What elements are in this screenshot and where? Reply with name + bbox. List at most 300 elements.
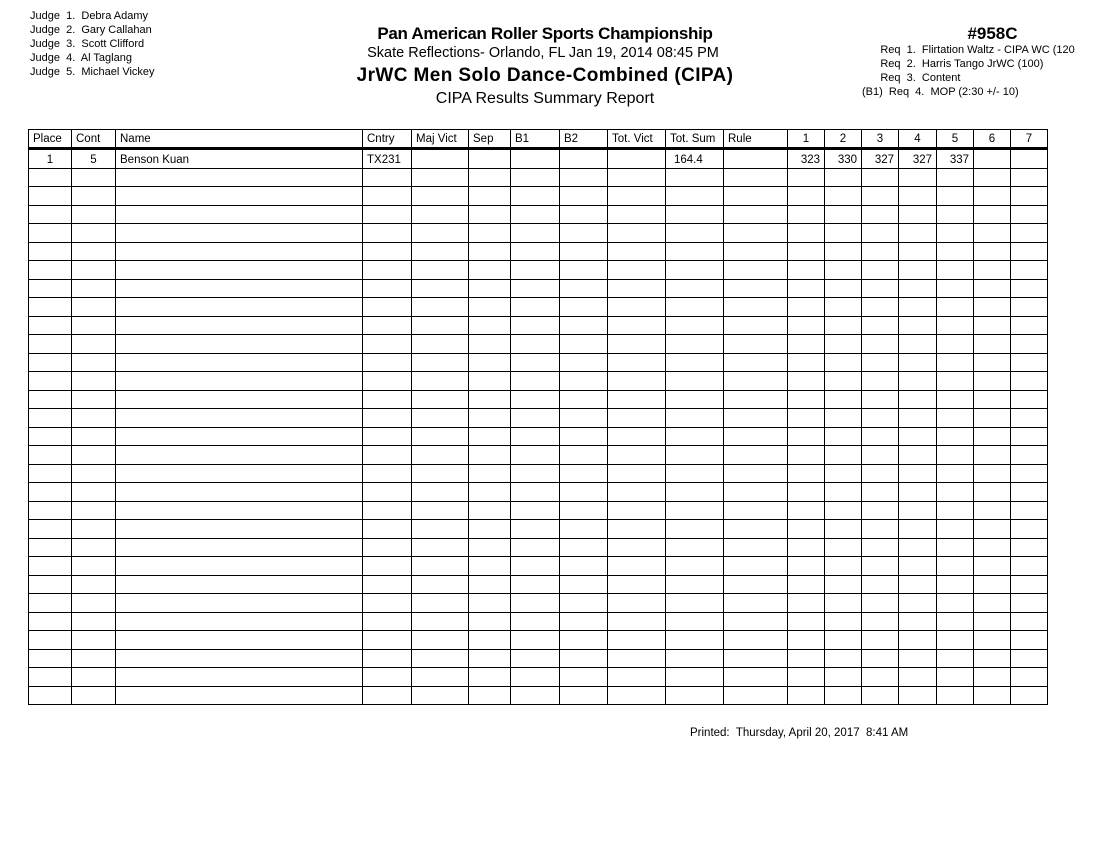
- empty-cell: [412, 187, 469, 206]
- col-maj-vict: Maj Vict: [412, 130, 469, 149]
- cell-maj-vict: [412, 149, 469, 169]
- empty-cell: [937, 538, 974, 557]
- empty-cell: [469, 575, 511, 594]
- empty-cell: [412, 242, 469, 261]
- empty-cell: [72, 242, 116, 261]
- empty-cell: [788, 446, 825, 465]
- empty-cell: [862, 335, 899, 354]
- empty-cell: [825, 187, 862, 206]
- empty-cell: [1011, 261, 1048, 280]
- empty-cell: [899, 316, 937, 335]
- empty-cell: [788, 298, 825, 317]
- empty-cell: [724, 168, 788, 187]
- empty-cell: [116, 187, 363, 206]
- empty-cell: [412, 649, 469, 668]
- empty-cell: [469, 168, 511, 187]
- empty-cell: [116, 335, 363, 354]
- empty-cell: [511, 686, 560, 705]
- empty-cell: [937, 446, 974, 465]
- empty-cell: [862, 298, 899, 317]
- empty-cell: [666, 612, 724, 631]
- table-row-empty: [29, 242, 1048, 261]
- empty-cell: [469, 279, 511, 298]
- venue-date: Skate Reflections- Orlando, FL Jan 19, 2014 08:45 PM: [367, 45, 719, 61]
- empty-cell: [560, 686, 608, 705]
- empty-cell: [974, 631, 1011, 650]
- empty-cell: [116, 631, 363, 650]
- empty-cell: [937, 594, 974, 613]
- empty-cell: [788, 483, 825, 502]
- cell-cntry: TX231: [363, 149, 412, 169]
- report-title: CIPA Results Summary Report: [435, 90, 655, 107]
- empty-cell: [974, 483, 1011, 502]
- empty-cell: [666, 520, 724, 539]
- empty-cell: [72, 501, 116, 520]
- empty-cell: [974, 187, 1011, 206]
- empty-cell: [666, 501, 724, 520]
- empty-cell: [560, 372, 608, 391]
- empty-cell: [469, 353, 511, 372]
- empty-cell: [724, 575, 788, 594]
- empty-cell: [937, 335, 974, 354]
- empty-cell: [899, 446, 937, 465]
- empty-cell: [72, 298, 116, 317]
- empty-cell: [29, 612, 72, 631]
- empty-cell: [937, 224, 974, 243]
- empty-cell: [72, 261, 116, 280]
- empty-cell: [1011, 168, 1048, 187]
- event-title: JrWC Men Solo Dance-Combined (CIPA): [356, 65, 734, 86]
- empty-cell: [937, 649, 974, 668]
- empty-cell: [937, 631, 974, 650]
- table-row-empty: [29, 224, 1048, 243]
- cell-judge-5: 337: [937, 149, 974, 169]
- empty-cell: [560, 168, 608, 187]
- cell-judge-2: 330: [825, 149, 862, 169]
- empty-cell: [608, 464, 666, 483]
- empty-cell: [560, 464, 608, 483]
- empty-cell: [363, 612, 412, 631]
- empty-cell: [116, 686, 363, 705]
- empty-cell: [72, 631, 116, 650]
- empty-cell: [937, 686, 974, 705]
- empty-cell: [788, 279, 825, 298]
- empty-cell: [937, 242, 974, 261]
- empty-cell: [511, 168, 560, 187]
- empty-cell: [974, 538, 1011, 557]
- empty-cell: [469, 686, 511, 705]
- empty-cell: [937, 427, 974, 446]
- empty-cell: [116, 168, 363, 187]
- empty-cell: [608, 298, 666, 317]
- empty-cell: [825, 668, 862, 687]
- empty-cell: [724, 501, 788, 520]
- empty-cell: [974, 668, 1011, 687]
- empty-cell: [72, 372, 116, 391]
- empty-cell: [412, 353, 469, 372]
- empty-cell: [72, 446, 116, 465]
- empty-cell: [608, 594, 666, 613]
- table-row-empty: [29, 187, 1048, 206]
- empty-cell: [899, 649, 937, 668]
- table-row-empty: [29, 168, 1048, 187]
- judge-1: Judge 1. Debra Adamy: [30, 10, 149, 22]
- empty-cell: [788, 224, 825, 243]
- empty-cell: [363, 520, 412, 539]
- empty-cell: [469, 224, 511, 243]
- empty-cell: [899, 686, 937, 705]
- empty-cell: [937, 372, 974, 391]
- empty-cell: [899, 464, 937, 483]
- empty-cell: [72, 187, 116, 206]
- empty-cell: [116, 594, 363, 613]
- empty-cell: [116, 224, 363, 243]
- empty-cell: [724, 390, 788, 409]
- empty-cell: [560, 261, 608, 280]
- empty-cell: [363, 649, 412, 668]
- empty-cell: [511, 464, 560, 483]
- empty-cell: [608, 501, 666, 520]
- empty-cell: [666, 187, 724, 206]
- empty-cell: [469, 464, 511, 483]
- empty-cell: [469, 390, 511, 409]
- empty-cell: [724, 205, 788, 224]
- empty-cell: [899, 168, 937, 187]
- empty-cell: [788, 187, 825, 206]
- empty-cell: [116, 261, 363, 280]
- col-judge-1: 1: [788, 130, 825, 149]
- table-row: [29, 149, 1048, 169]
- table-row-empty: [29, 557, 1048, 576]
- empty-cell: [899, 594, 937, 613]
- empty-cell: [1011, 205, 1048, 224]
- empty-cell: [1011, 298, 1048, 317]
- empty-cell: [974, 501, 1011, 520]
- empty-cell: [899, 205, 937, 224]
- empty-cell: [724, 242, 788, 261]
- empty-cell: [1011, 686, 1048, 705]
- empty-cell: [974, 242, 1011, 261]
- empty-cell: [29, 298, 72, 317]
- empty-cell: [788, 557, 825, 576]
- empty-cell: [862, 372, 899, 391]
- empty-cell: [862, 187, 899, 206]
- empty-cell: [511, 612, 560, 631]
- empty-cell: [469, 335, 511, 354]
- empty-cell: [724, 686, 788, 705]
- table-row-empty: [29, 372, 1048, 391]
- empty-cell: [560, 353, 608, 372]
- empty-cell: [469, 501, 511, 520]
- table-row-empty: [29, 446, 1048, 465]
- event-number: #958C: [967, 24, 1018, 43]
- empty-cell: [899, 390, 937, 409]
- empty-cell: [72, 686, 116, 705]
- judge-4: Judge 4. Al Taglang: [30, 52, 132, 64]
- empty-cell: [469, 446, 511, 465]
- empty-cell: [116, 483, 363, 502]
- empty-cell: [899, 242, 937, 261]
- col-judge-6: 6: [974, 130, 1011, 149]
- empty-cell: [412, 557, 469, 576]
- empty-cell: [608, 538, 666, 557]
- cell-judge-3: 327: [862, 149, 899, 169]
- empty-cell: [937, 353, 974, 372]
- empty-cell: [862, 242, 899, 261]
- empty-cell: [116, 316, 363, 335]
- empty-cell: [116, 242, 363, 261]
- empty-cell: [974, 686, 1011, 705]
- empty-cell: [899, 187, 937, 206]
- empty-cell: [788, 261, 825, 280]
- cell-name: Benson Kuan: [116, 149, 363, 169]
- empty-cell: [29, 538, 72, 557]
- requirement-3: Req 3. Content: [862, 72, 961, 84]
- empty-cell: [1011, 372, 1048, 391]
- empty-cell: [412, 612, 469, 631]
- empty-cell: [1011, 612, 1048, 631]
- empty-cell: [1011, 427, 1048, 446]
- empty-cell: [862, 594, 899, 613]
- empty-cell: [862, 612, 899, 631]
- empty-cell: [29, 631, 72, 650]
- empty-cell: [825, 390, 862, 409]
- empty-cell: [608, 335, 666, 354]
- empty-cell: [72, 205, 116, 224]
- requirement-4: (B1) Req 4. MOP (2:30 +/- 10): [862, 86, 1019, 98]
- empty-cell: [825, 372, 862, 391]
- cell-b1: [511, 149, 560, 169]
- empty-cell: [116, 409, 363, 428]
- empty-cell: [899, 668, 937, 687]
- empty-cell: [29, 261, 72, 280]
- empty-cell: [363, 242, 412, 261]
- empty-cell: [1011, 353, 1048, 372]
- empty-cell: [363, 279, 412, 298]
- empty-cell: [72, 649, 116, 668]
- empty-cell: [1011, 668, 1048, 687]
- empty-cell: [511, 316, 560, 335]
- empty-cell: [666, 242, 724, 261]
- empty-cell: [412, 224, 469, 243]
- empty-cell: [666, 279, 724, 298]
- empty-cell: [899, 261, 937, 280]
- empty-cell: [412, 261, 469, 280]
- empty-cell: [412, 668, 469, 687]
- empty-cell: [72, 557, 116, 576]
- empty-cell: [72, 335, 116, 354]
- empty-cell: [608, 686, 666, 705]
- empty-cell: [29, 686, 72, 705]
- table-row-empty: [29, 686, 1048, 705]
- empty-cell: [825, 538, 862, 557]
- empty-cell: [862, 446, 899, 465]
- col-rule: Rule: [724, 130, 788, 149]
- empty-cell: [363, 335, 412, 354]
- empty-cell: [974, 390, 1011, 409]
- empty-cell: [825, 649, 862, 668]
- empty-cell: [469, 205, 511, 224]
- empty-cell: [72, 224, 116, 243]
- empty-cell: [560, 538, 608, 557]
- empty-cell: [862, 261, 899, 280]
- empty-cell: [974, 575, 1011, 594]
- empty-cell: [974, 612, 1011, 631]
- col-cntry: Cntry: [363, 130, 412, 149]
- empty-cell: [862, 483, 899, 502]
- empty-cell: [412, 316, 469, 335]
- empty-cell: [560, 224, 608, 243]
- empty-cell: [937, 298, 974, 317]
- table-row-empty: [29, 520, 1048, 539]
- empty-cell: [29, 168, 72, 187]
- cell-judge-7: [1011, 149, 1048, 169]
- empty-cell: [608, 612, 666, 631]
- empty-cell: [29, 557, 72, 576]
- empty-cell: [608, 316, 666, 335]
- empty-cell: [974, 446, 1011, 465]
- empty-cell: [788, 205, 825, 224]
- empty-cell: [412, 594, 469, 613]
- empty-cell: [862, 501, 899, 520]
- empty-cell: [412, 298, 469, 317]
- empty-cell: [899, 279, 937, 298]
- empty-cell: [937, 205, 974, 224]
- cell-judge-1: 323: [788, 149, 825, 169]
- empty-cell: [899, 409, 937, 428]
- empty-cell: [72, 538, 116, 557]
- empty-cell: [666, 298, 724, 317]
- empty-cell: [862, 279, 899, 298]
- empty-cell: [974, 261, 1011, 280]
- empty-cell: [666, 464, 724, 483]
- empty-cell: [116, 390, 363, 409]
- empty-cell: [72, 575, 116, 594]
- empty-cell: [560, 501, 608, 520]
- empty-cell: [899, 538, 937, 557]
- table-row-empty: [29, 298, 1048, 317]
- empty-cell: [469, 668, 511, 687]
- cell-b2: [560, 149, 608, 169]
- table-header-row: [29, 130, 1048, 149]
- empty-cell: [788, 316, 825, 335]
- empty-cell: [788, 668, 825, 687]
- empty-cell: [29, 390, 72, 409]
- empty-cell: [788, 538, 825, 557]
- empty-cell: [29, 409, 72, 428]
- empty-cell: [469, 298, 511, 317]
- empty-cell: [29, 594, 72, 613]
- empty-cell: [72, 464, 116, 483]
- empty-cell: [974, 427, 1011, 446]
- empty-cell: [724, 335, 788, 354]
- empty-cell: [937, 464, 974, 483]
- empty-cell: [116, 575, 363, 594]
- empty-cell: [511, 372, 560, 391]
- empty-cell: [937, 612, 974, 631]
- empty-cell: [825, 353, 862, 372]
- empty-cell: [974, 279, 1011, 298]
- empty-cell: [608, 372, 666, 391]
- empty-cell: [825, 409, 862, 428]
- empty-cell: [899, 501, 937, 520]
- cell-rule: [724, 149, 788, 169]
- col-place: Place: [29, 130, 72, 149]
- empty-cell: [788, 520, 825, 539]
- empty-cell: [511, 261, 560, 280]
- empty-cell: [469, 557, 511, 576]
- empty-cell: [29, 668, 72, 687]
- empty-cell: [724, 187, 788, 206]
- empty-cell: [608, 649, 666, 668]
- empty-cell: [666, 372, 724, 391]
- table-row-empty: [29, 538, 1048, 557]
- empty-cell: [511, 298, 560, 317]
- empty-cell: [412, 390, 469, 409]
- empty-cell: [724, 261, 788, 280]
- empty-cell: [825, 557, 862, 576]
- empty-cell: [666, 538, 724, 557]
- empty-cell: [724, 538, 788, 557]
- empty-cell: [511, 409, 560, 428]
- empty-cell: [862, 427, 899, 446]
- empty-cell: [116, 649, 363, 668]
- empty-cell: [363, 390, 412, 409]
- empty-cell: [72, 520, 116, 539]
- empty-cell: [825, 464, 862, 483]
- empty-cell: [862, 168, 899, 187]
- empty-cell: [974, 520, 1011, 539]
- empty-cell: [560, 446, 608, 465]
- empty-cell: [608, 353, 666, 372]
- empty-cell: [560, 409, 608, 428]
- empty-cell: [511, 557, 560, 576]
- empty-cell: [666, 261, 724, 280]
- empty-cell: [116, 464, 363, 483]
- empty-cell: [608, 520, 666, 539]
- empty-cell: [412, 168, 469, 187]
- empty-cell: [412, 520, 469, 539]
- empty-cell: [937, 316, 974, 335]
- empty-cell: [560, 612, 608, 631]
- empty-cell: [116, 205, 363, 224]
- empty-cell: [1011, 224, 1048, 243]
- empty-cell: [666, 224, 724, 243]
- empty-cell: [724, 372, 788, 391]
- empty-cell: [29, 649, 72, 668]
- empty-cell: [116, 520, 363, 539]
- empty-cell: [608, 409, 666, 428]
- empty-cell: [608, 168, 666, 187]
- empty-cell: [825, 335, 862, 354]
- table-row-empty: [29, 261, 1048, 280]
- empty-cell: [974, 594, 1011, 613]
- empty-cell: [608, 224, 666, 243]
- empty-cell: [29, 446, 72, 465]
- cell-place: 1: [29, 149, 72, 169]
- col-judge-3: 3: [862, 130, 899, 149]
- empty-cell: [788, 390, 825, 409]
- empty-cell: [511, 668, 560, 687]
- empty-cell: [724, 427, 788, 446]
- empty-cell: [469, 538, 511, 557]
- empty-cell: [72, 168, 116, 187]
- empty-cell: [412, 631, 469, 650]
- cell-cont: 5: [72, 149, 116, 169]
- empty-cell: [363, 168, 412, 187]
- championship-title: Pan American Roller Sports Championship: [377, 24, 713, 43]
- col-judge-4: 4: [899, 130, 937, 149]
